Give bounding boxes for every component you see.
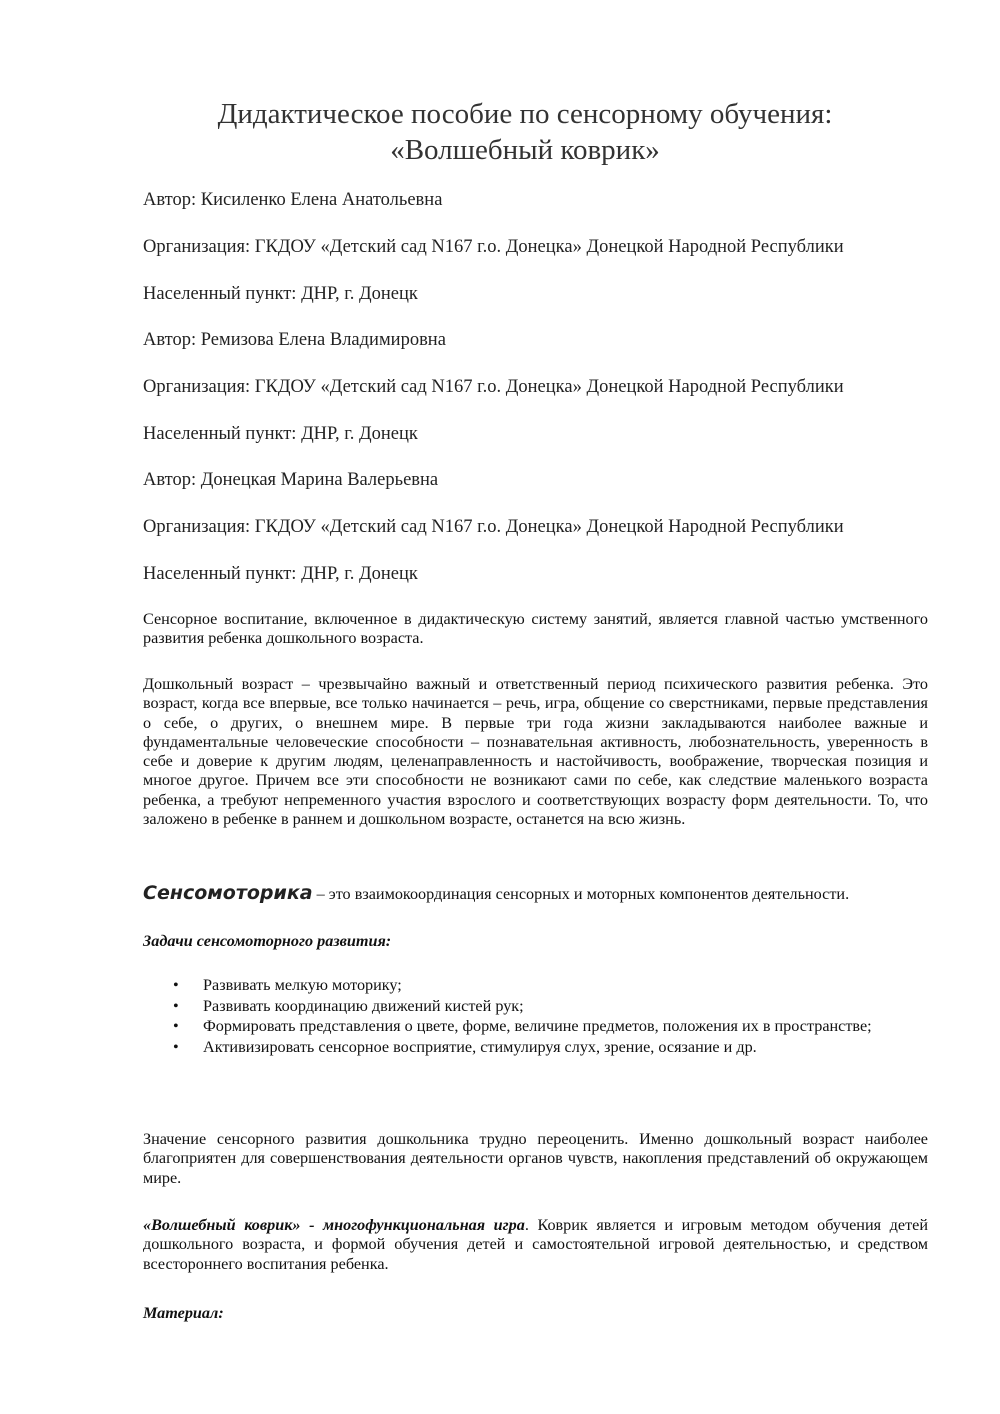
author-line: Автор: Кисиленко Елена Анатольевна — [143, 190, 443, 210]
game-paragraph — [143, 1216, 928, 1274]
locality-line: Населенный пункт: ДНР, г. Донецк — [143, 284, 418, 304]
tasks-heading: Задачи сенсомоторного развития: — [143, 932, 392, 950]
bullet-icon: • — [173, 1037, 179, 1056]
locality-line: Населенный пункт: ДНР, г. Донецк — [143, 424, 418, 444]
title-line-2: «Волшебный коврик» — [390, 134, 660, 166]
author-line: Автор: Донецкая Марина Валерьевна — [143, 470, 439, 490]
organization-line: Организация: ГКДОУ «Детский сад N167 г.о. Донецка» Донецкой Народной Республики — [143, 377, 844, 397]
game-lead: «Волшебный коврик» - многофункциональная игра — [143, 1216, 525, 1234]
material-heading: Материал: — [143, 1304, 224, 1322]
organization-line: Организация: ГКДОУ «Детский сад N167 г.о. Донецка» Донецкой Народной Республики — [143, 517, 844, 537]
age-paragraph: Дошкольный возраст – чрезвычайно важный и ответственный период психического развития ребенка. Это возраст, когда все впервые, все только начинается – речь, игра, общение со сверстниками, первые представления о себе, о других, о внешнем мире. В первые три года жизни закладываются наиболее важные и фундаментальные человеческие способности – познавательная активность, любознательность, уверенность в себе и доверие к другим людям, целенаправленность и настойчивость, воображение, творческая позиция и многое другое. Причем все эти способности не возникают сами по себе, как следствие маленького возраста ребенка, а требуют непременного участия взрослого и соответствующих возрасту форм деятельности. То, что заложено в ребенке в раннем и дошкольном возрасте, останется на всю жизнь. — [143, 675, 928, 829]
locality-line: Населенный пункт: ДНР, г. Донецк — [143, 564, 418, 584]
author-line: Автор: Ремизова Елена Владимировна — [143, 330, 446, 350]
sensomotor-term: Сенсомоторика — [143, 882, 313, 904]
sensomotor-definition — [143, 881, 849, 906]
list-item: • Формировать представления о цвете, форме, величине предметов, положения их в пространстве; — [173, 1017, 872, 1035]
tasks-list — [143, 975, 872, 1057]
list-item: • Развивать мелкую моторику; — [173, 976, 402, 994]
bullet-icon: • — [173, 1017, 179, 1035]
sensomotor-text: – это взаимокоординация сенсорных и моторных компонентов деятельности. — [312, 885, 850, 903]
list-item: • Развивать координацию движений кистей рук; — [173, 996, 524, 1015]
list-item: • Активизировать сенсорное восприятие, стимулируя слух, зрение, осязание и др. — [173, 1037, 757, 1056]
intro-paragraph: Сенсорное воспитание, включенное в дидактическую систему занятий, является главной частью умственного развития ребенка дошкольного возраста. — [143, 610, 928, 648]
game-text: . Коврик является и игровым методом обучения детей дошкольного возраста, и формой обучения детей и самостоятельной игровой деятельностью, и средством всестороннего воспитания ребенка. — [143, 1216, 928, 1273]
title-line-1: Дидактическое пособие по сенсорному обучения: — [217, 98, 833, 130]
organization-line: Организация: ГКДОУ «Детский сад N167 г.о. Донецка» Донецкой Народной Республики — [143, 237, 844, 257]
bullet-icon: • — [173, 996, 179, 1015]
document-title — [120, 96, 930, 168]
value-paragraph: Значение сенсорного развития дошкольника трудно переоценить. Именно дошкольный возраст наиболее благоприятен для совершенствования деятельности органов чувств, накопления представлений об окружающем мире. — [143, 1130, 928, 1187]
bullet-icon: • — [173, 976, 179, 994]
